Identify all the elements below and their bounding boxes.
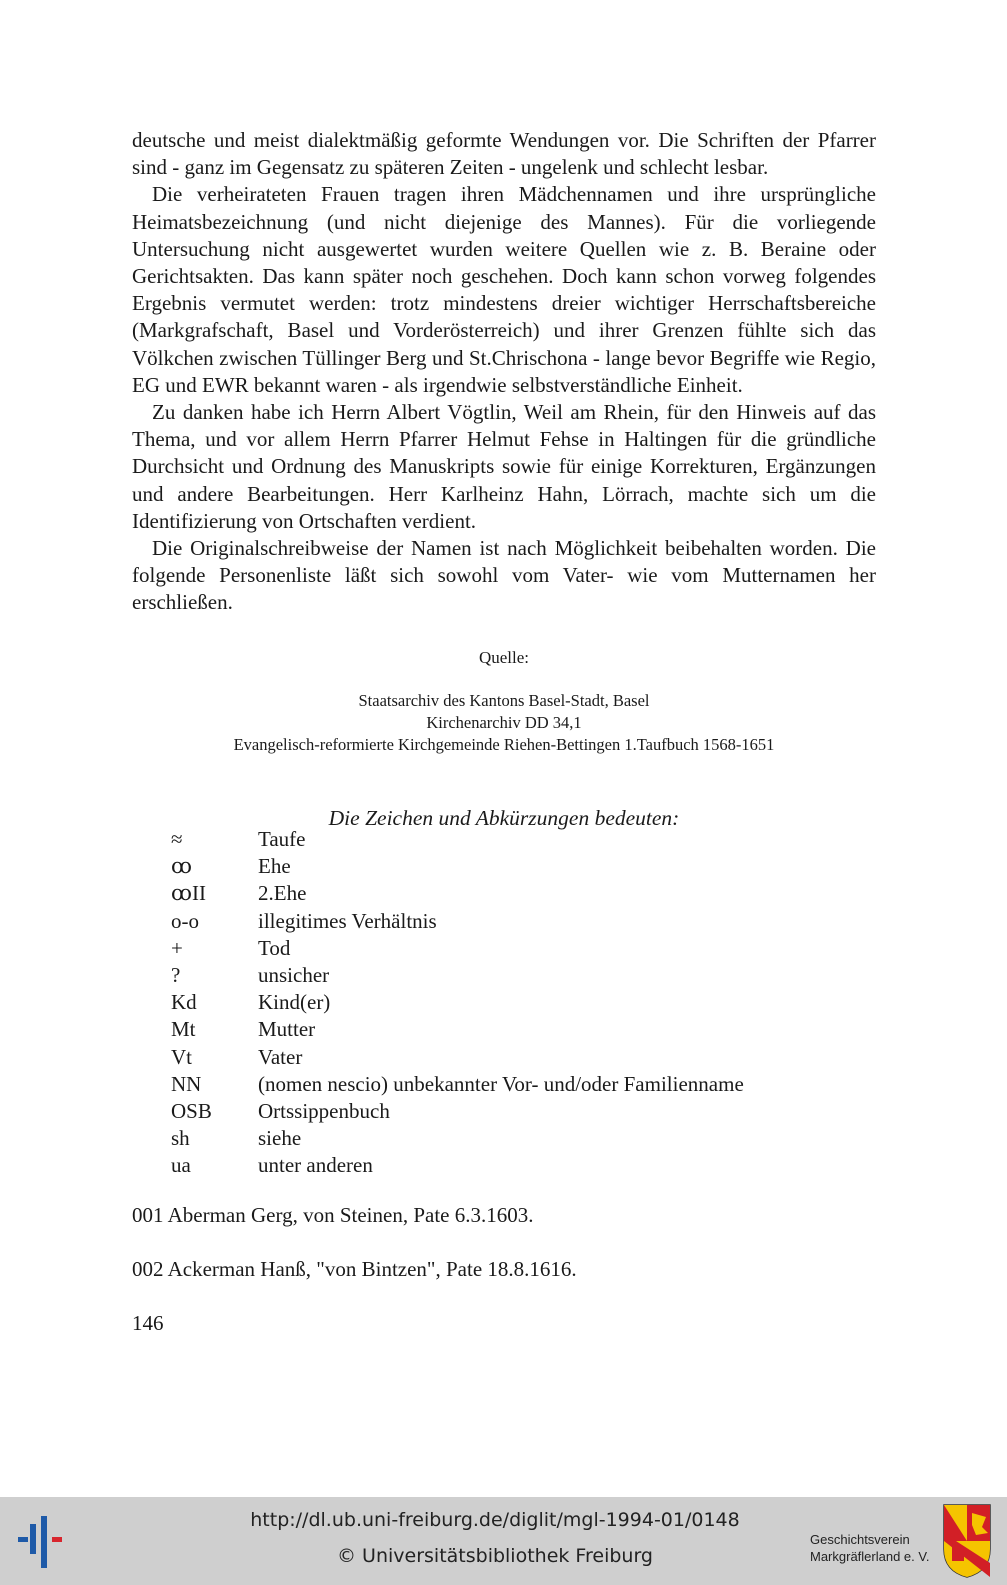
- abbreviation-symbol: Mt: [171, 1017, 196, 1042]
- abbreviation-row: [171, 1098, 744, 1125]
- abbreviation-symbol: NN: [171, 1071, 202, 1096]
- body-text: [132, 127, 876, 617]
- abbreviation-symbol: ꝏ: [171, 854, 192, 879]
- page-number: 146: [132, 1311, 164, 1335]
- abbreviation-row: [171, 1152, 744, 1179]
- abbreviations-list: [171, 826, 744, 1179]
- abbreviation-row: [171, 826, 744, 853]
- abbreviation-symbol: sh: [171, 1126, 190, 1151]
- abbreviation-symbol: o-o: [171, 908, 199, 933]
- society-name: [810, 1531, 935, 1565]
- paragraph: Die verheirateten Frauen tragen ihren Mädchennamen und ihre ursprüngliche Heimatsbezeichnung (und nicht diejenige des Mannes). Für die vorliegende Untersuchung nicht ausgewertet wurden weitere Quellen wie z. B. Beraine oder Gerichtsakten. Das kann später noch geschehen. Doch kann schon vorweg folgendes Ergebnis vermutet werden: trotz mindestens dreier wichtiger Herrschaftsbereiche (Markgrafschaft, Basel und Vorderösterreich) und ihrer Grenzen fühlte sich das Völkchen zwischen Tüllinger Berg und St.Chrischona - lange bevor Begriffe wie Regio, EG und EWR bekannt waren - als irgendwie selbstverständliche Einheit.: [132, 182, 876, 397]
- abbreviation-meaning: (nomen nescio) unbekannter Vor- und/oder Familienname: [258, 1071, 744, 1096]
- source-line: Kirchenarchiv DD 34,1: [426, 713, 582, 732]
- source-label: Quelle:: [478, 648, 530, 667]
- paragraph: Zu danken habe ich Herrn Albert Vögtlin, Weil am Rhein, für den Hinweis auf das Thema, und vor allem Herrn Pfarrer Helmut Fehse in Haltingen für die gründliche Durchsicht und Ordnung des Manuskripts sowie für einige Korrekturen, Ergänzungen und andere Bearbeitungen. Herr Karlheinz Hahn, Lörrach, machte sich um die Identifizierung von Ortschaften verdient.: [132, 400, 876, 533]
- abbreviation-meaning: unsicher: [258, 962, 330, 987]
- person-entry: 002 Ackerman Hanß, "von Bintzen", Pate 18.8.1616.: [132, 1257, 577, 1281]
- society-name-line: Geschichtsverein: [810, 1532, 910, 1547]
- abbreviation-symbol: Vt: [171, 1044, 192, 1069]
- abbreviation-row: [171, 853, 744, 880]
- ub-freiburg-logo-icon: [14, 1510, 64, 1572]
- abbreviation-meaning: Ehe: [258, 854, 291, 879]
- abbreviation-symbol: ?: [171, 962, 181, 987]
- coat-of-arms-icon: [942, 1503, 992, 1579]
- abbreviation-meaning: siehe: [258, 1126, 302, 1151]
- abbreviation-meaning: unter anderen: [258, 1153, 373, 1178]
- abbreviation-row: [171, 908, 744, 935]
- society-name-line: Markgräflerland e. V.: [810, 1549, 930, 1564]
- abbreviation-row: [171, 1044, 744, 1071]
- source-line: Evangelisch-reformierte Kirchgemeinde Riehen-Bettingen 1.Taufbuch 1568-1651: [233, 735, 775, 754]
- abbreviation-row: [171, 962, 744, 989]
- abbreviation-symbol: OSB: [171, 1098, 212, 1123]
- person-entry: 001 Aberman Gerg, von Steinen, Pate 6.3.1603.: [132, 1203, 534, 1227]
- paragraph: Die Originalschreibweise der Namen ist nach Möglichkeit beibehalten worden. Die folgende Personenliste läßt sich sowohl vom Vater- wie vom Mutternamen her erschließen.: [132, 536, 876, 615]
- source-citation: [132, 690, 876, 756]
- permalink-url[interactable]: http://dl.ub.uni-freiburg.de/diglit/mgl-1994-01/0148: [250, 1509, 740, 1531]
- abbreviation-symbol: ua: [171, 1153, 191, 1178]
- abbreviation-meaning: illegitimes Verhältnis: [258, 908, 437, 933]
- abbreviation-meaning: Ortssippenbuch: [258, 1098, 390, 1123]
- abbreviation-row: [171, 1125, 744, 1152]
- abbreviation-meaning: Tod: [258, 935, 291, 960]
- abbreviation-symbol: ≈: [171, 827, 183, 851]
- abbreviation-row: [171, 880, 744, 907]
- abbreviation-meaning: Kind(er): [258, 990, 331, 1015]
- abbreviation-meaning: 2.Ehe: [258, 881, 307, 906]
- abbreviation-row: [171, 989, 744, 1016]
- abbreviation-meaning: Vater: [258, 1044, 303, 1069]
- paragraph: deutsche und meist dialektmäßig geformte Wendungen vor. Die Schriften der Pfarrer sind - ganz im Gegensatz zu späteren Zeiten - ungelenk und schlecht lesbar.: [132, 128, 876, 180]
- footer-bar: [0, 1497, 1007, 1585]
- abbreviation-meaning: Mutter: [258, 1017, 316, 1042]
- abbreviation-row: [171, 1071, 744, 1098]
- abbreviation-symbol: Kd: [171, 990, 197, 1015]
- abbreviation-row: [171, 935, 744, 962]
- abbreviation-meaning: Taufe: [258, 827, 306, 851]
- copyright-text: © Universitätsbibliothek Freiburg: [337, 1545, 653, 1567]
- abbreviation-symbol: +: [171, 935, 183, 960]
- abbreviation-symbol: ꝏII: [171, 881, 206, 906]
- abbreviation-row: [171, 1016, 744, 1043]
- abbreviations-heading: Die Zeichen und Abkürzungen bedeuten:: [328, 806, 680, 830]
- source-line: Staatsarchiv des Kantons Basel-Stadt, Basel: [358, 691, 650, 710]
